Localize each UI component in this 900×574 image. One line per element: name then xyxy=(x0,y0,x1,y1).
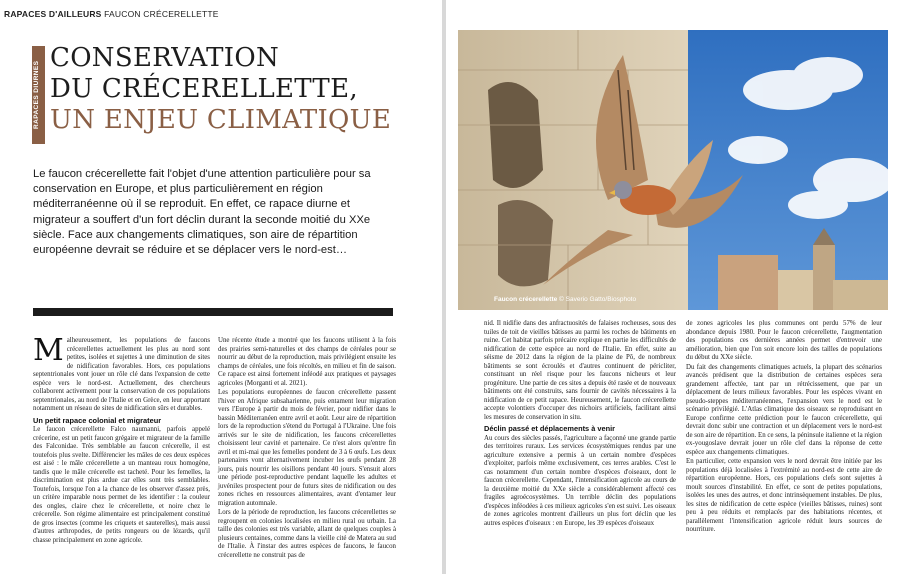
right-page xyxy=(446,0,900,574)
running-header-section: RAPACES D'AILLEURS xyxy=(4,9,102,19)
subheading-decline: Déclin passé et déplacements à venir xyxy=(484,424,616,433)
column-4-paragraph-3: En particulier, cette expansion vers le nord devrait être initiée par les populations déjà localisées à l'extrémité au nord-est de cette aire de répartition européenne. Hors, ces populations clefs sont sujettes à moult sources d'instabilité. En effet, ce sont de petites populations, isolées les unes des autres, et donc intrinsèquement instables. De plus, les sites de nidification de cette espèce (vieilles bâtisses, ruines) sont peu à peu réduits et remplacés par des habitations récentes, et parallèlement l'intensification agricole réduit leurs sources de nourriture. xyxy=(686,458,882,533)
column-2-paragraph-2: Les populations européennes de faucon crécerellette passent l'hiver en Afrique subsaharienne, puis entament leur migration vers l'Europe à partir du mois de février, pour nidifier dans le bassin Méditerranéen entre avril et août. Leur aire de répartition lors de la reproduction s'étend du Portugal à l'Ukraine. Une fois arrivés sur le site de nidification, les faucons crécerellettes choisissent leur cavité et partenaire. Ce n'est alors qu'entre fin avril et mi-mai que les femelles pondent de 3 à 6 œufs. Les deux partenaires vont alternativement incuber les œufs pendant 28 jours, puis nourrir les oisillons pendant 40 jours. S'ensuit alors une période post-reproductive pendant laquelle les adultes et juvéniles prospectent pour de futurs sites de nidification ou des zones riches en ressources alimentaires, avant d'entamer leur migration automnale. xyxy=(218,389,396,507)
caption-title: Faucon crécerellette xyxy=(494,296,558,303)
column-3-paragraph-2: Au cours des siècles passés, l'agriculture a façonné une grande partie des territoires ruraux. Les services écosystémiques rendus par une agriculture extensive a permis à un certain nombre d'espèces d'exploiter, parfois même exclusivement, ces terres arables. C'est le cas notamment d'un certain nombre d'espèces d'oiseaux, dont le faucon crécerellette. Cependant, l'intensification agricole au cours de la deuxième moitié du XXe siècle a considérablement affecté ces fragiles agroécosystèmes. Un terrible déclin des populations d'espèces inféodées à ces milieux agricoles s'en est suivi. Les oiseaux de zones agricoles montrent d'ailleurs un plus fort déclin que les autres espèces d'oiseaux : en Europe, les 39 espèces d'oiseaux xyxy=(484,434,676,527)
column-2 xyxy=(218,337,396,561)
caption-credit: © Saverio Gatto/Biosphoto xyxy=(559,296,637,303)
running-header xyxy=(4,9,219,19)
kestrel-photo xyxy=(458,30,888,310)
title-line-3: UN ENJEU CLIMATIQUE xyxy=(50,105,392,135)
wall-cavity-lower xyxy=(498,200,553,286)
column-1-text-1: alheureusement, les populations de faucons crécerellettes actuellement les plus au nord sont petites, isolées et sujettes à une diminution de sites de nidification favorables. Hors, ces populations septentrionales vont jouer un rôle clé dans l'expansion de cette espèce vers le nord-est. Actuellement, des chercheurs collaborent activement pour la conservation de ces populations septentrionales, au nord de l'Italie et en Grèce, en leur apportant notamment un réseau de sites de nidification sûrs et durables. xyxy=(33,337,210,412)
column-4 xyxy=(686,320,882,536)
drop-cap: M xyxy=(33,333,64,368)
subheading-colonial: Un petit rapace colonial et migrateur xyxy=(33,415,162,425)
title-line-2: DU CRÉCERELLETTE, xyxy=(50,74,358,104)
column-1-paragraph-2: Le faucon crécerellette Falco naumanni, parfois appelé crécerine, est un petit faucon grégaire et migrateur de la famille des Falconidae. Très semblable au faucon crécerelle, il est toutefois plus svelte. Différencier les mâles de ces deux espèces est aisé : le mâle crécerellette a un manteau roux homogène, tandis que le mâle crécerelle est tacheté. Pour les femelles, la discrimination est plus ardue car elles sont très semblables. Toutefois, lorsque l'on a la chance de les observer d'assez près, un critère imparable nous permet de les identifier : la couleur des ongles, claire chez le crécerellette, et noire chez le crécerelle. Son régime alimentaire est principalement constitué de gros insectes (comme les criquets et sauterelles), mais aussi d'autres arthropodes, de petits rongeurs ou de lézards, qu'il chasse principalement en zone agricole. xyxy=(33,426,210,544)
column-4-paragraph-1: de zones agricoles les plus communes ont perdu 57% de leur abondance depuis 1980. Pour le faucon crécerellette, l'augmentation des populations ces dernières années permet d'entrevoir une amélioration, bien que l'on soit encore loin des tailles de populations du début du XXe siècle. xyxy=(686,320,882,361)
left-page xyxy=(0,0,442,574)
section-rule xyxy=(33,308,393,316)
photo-caption xyxy=(494,296,636,303)
column-2-paragraph-3: Lors de la période de reproduction, les faucons crécerellettes se regroupent en colonies localisées en milieu rural ou urbain. La taille des colonies est très variable, allant de quelques couples à plusieurs centaines, comme dans la vieille cité de Matera au sud de l'Italie. À l'instar des autres espèces de faucons, le faucon crécerellette ne construit pas de xyxy=(218,509,396,559)
running-header-topic: FAUCON CRÉCERELLETTE xyxy=(104,9,219,19)
column-1 xyxy=(33,333,210,546)
column-1-paragraph-1 xyxy=(33,333,210,414)
title-line-1: CONSERVATION xyxy=(50,43,280,73)
column-3-paragraph-1: nid. Il nidifie dans des anfractuosités de falaises rocheuses, sous des tuiles de toit de vieilles bâtisses au parmi les roches de bâtiments en ruine. Cet habitat parfois précaire explique en partie les difficultés de nidification de cette espèce au nord de l'Italie. En effet, suite au séisme de 2012 dans la région de la plaine de Pô, de nombreux bâtiments se sont écroulés et d'autres continuent de péricliter, constituant un réel risque pour les faucons nicheurs et leur progéniture. Une partie de ces sites a depuis été rasée et de nouveaux bâtiments ont été construits, sans fournir de cavités nécessaires à la nidification de ce petit rapace. Heureusement, le faucon crécerellette accepte volontiers d'occuper des nichoirs artificiels, facilitant ainsi les mesures de conservation in situ. xyxy=(484,320,676,421)
column-2-paragraph-1: Une récente étude a montré que les faucons utilisent à la fois des prairies semi-naturelles et des champs de céréales pour se nourrir au début de la reproduction, mais privilégient ensuite les champs de céréales, une fois récoltés, en milieu et fin de saison. Ce rapace est ainsi fortement inféodé aux pratiques et paysages agricoles (Morganti et al. 2021). xyxy=(218,337,396,387)
column-4-paragraph-2: Du fait des changements climatiques actuels, la plupart des scénarios avancés prédisent que la distribution de certaines espèces sera grandement affectée, tant par un rétrécissement, que par un déplacement de leurs milieux favorables. Pour les espèces vivant en pseudo-steppes méditerranéennes, l'expansion vers le nord est le scénario privilégié. L'Atlas climatique des oiseaux se reproduisant en Europe confirme cette prédiction pour le faucon crécerellette, qui devrait donc subir une contraction et un déplacement vers le nord-est de son aire de répartition. En ce sens, la péninsule italienne et la région ex-yougoslave devrait jouer un rôle clef dans la réponse de cette espèce aux changements climatiques. xyxy=(686,363,882,456)
intro-paragraph: Le faucon crécerellette fait l'objet d'une attention particulière pour sa conservation en Europe, et plus particulièrement en région méditerranéenne où il se reproduit. En effet, ce rapace diurne et migrateur a souffert d'un fort déclin durant la seconde moitié du XXe siècle. Face aux changements climatiques, son aire de répartition européenne devrait se réduire et se déplacer vers le nord-est… xyxy=(33,168,371,257)
kestrel-illustration xyxy=(458,30,888,310)
column-3 xyxy=(484,320,676,529)
wall-cavity xyxy=(488,82,543,188)
section-tab-label: RAPACES DIURNES xyxy=(33,60,40,130)
article-title xyxy=(50,43,391,136)
